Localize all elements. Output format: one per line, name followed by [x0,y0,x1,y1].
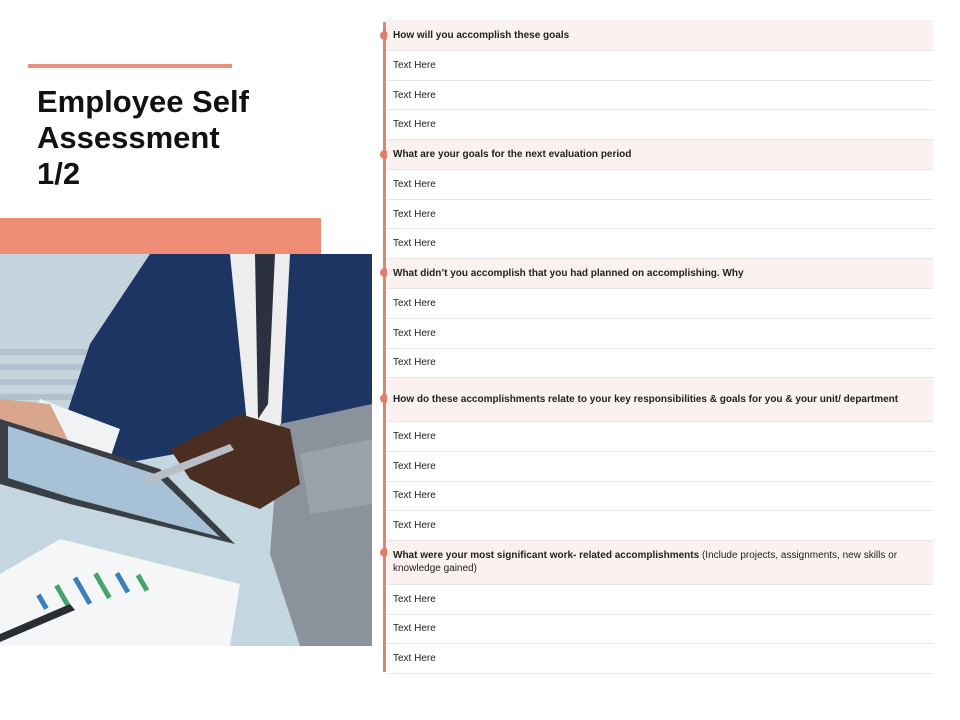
title-accent-line [28,64,232,68]
question-text: How do these accomplishments relate to your key responsibilities & goals for you & your unit/ department [393,394,899,406]
answer-row: Text Here [387,422,933,452]
answer-row: Text Here [387,200,933,230]
timeline-line [383,22,386,672]
answer-row: Text Here [387,615,933,645]
business-meeting-photo [0,254,372,646]
answer-row: Text Here [387,452,933,482]
question-row [387,21,933,51]
question-text: What didn’t you accomplish that you had planned on accomplishing. Why [393,268,744,280]
question-row [387,378,933,422]
slide-title: Employee Self Assessment 1/2 [37,84,249,191]
accent-bar [0,218,321,254]
question-main: What were your most significant work- related accomplishments [393,550,700,562]
assessment-list [387,20,933,674]
answer-row: Text Here [387,319,933,349]
answer-row: Text Here [387,229,933,259]
question-note: (Include projects, assignments, new skills or knowledge gained) [393,550,898,575]
answer-row: Text Here [387,170,933,200]
question-row [387,140,933,170]
question-text: How will you accomplish these goals [393,30,570,41]
answer-row: Text Here [387,511,933,541]
answer-row: Text Here [387,585,933,615]
answer-row: Text Here [387,349,933,379]
question-text: What are your goals for the next evaluation period [393,149,632,161]
answer-row: Text Here [387,289,933,319]
answer-row: Text Here [387,110,933,140]
question-row [387,259,933,289]
answer-row: Text Here [387,482,933,512]
answer-row: Text Here [387,51,933,81]
answer-row: Text Here [387,644,933,674]
answer-row: Text Here [387,81,933,111]
question-row [387,541,933,585]
question-text [393,549,927,575]
